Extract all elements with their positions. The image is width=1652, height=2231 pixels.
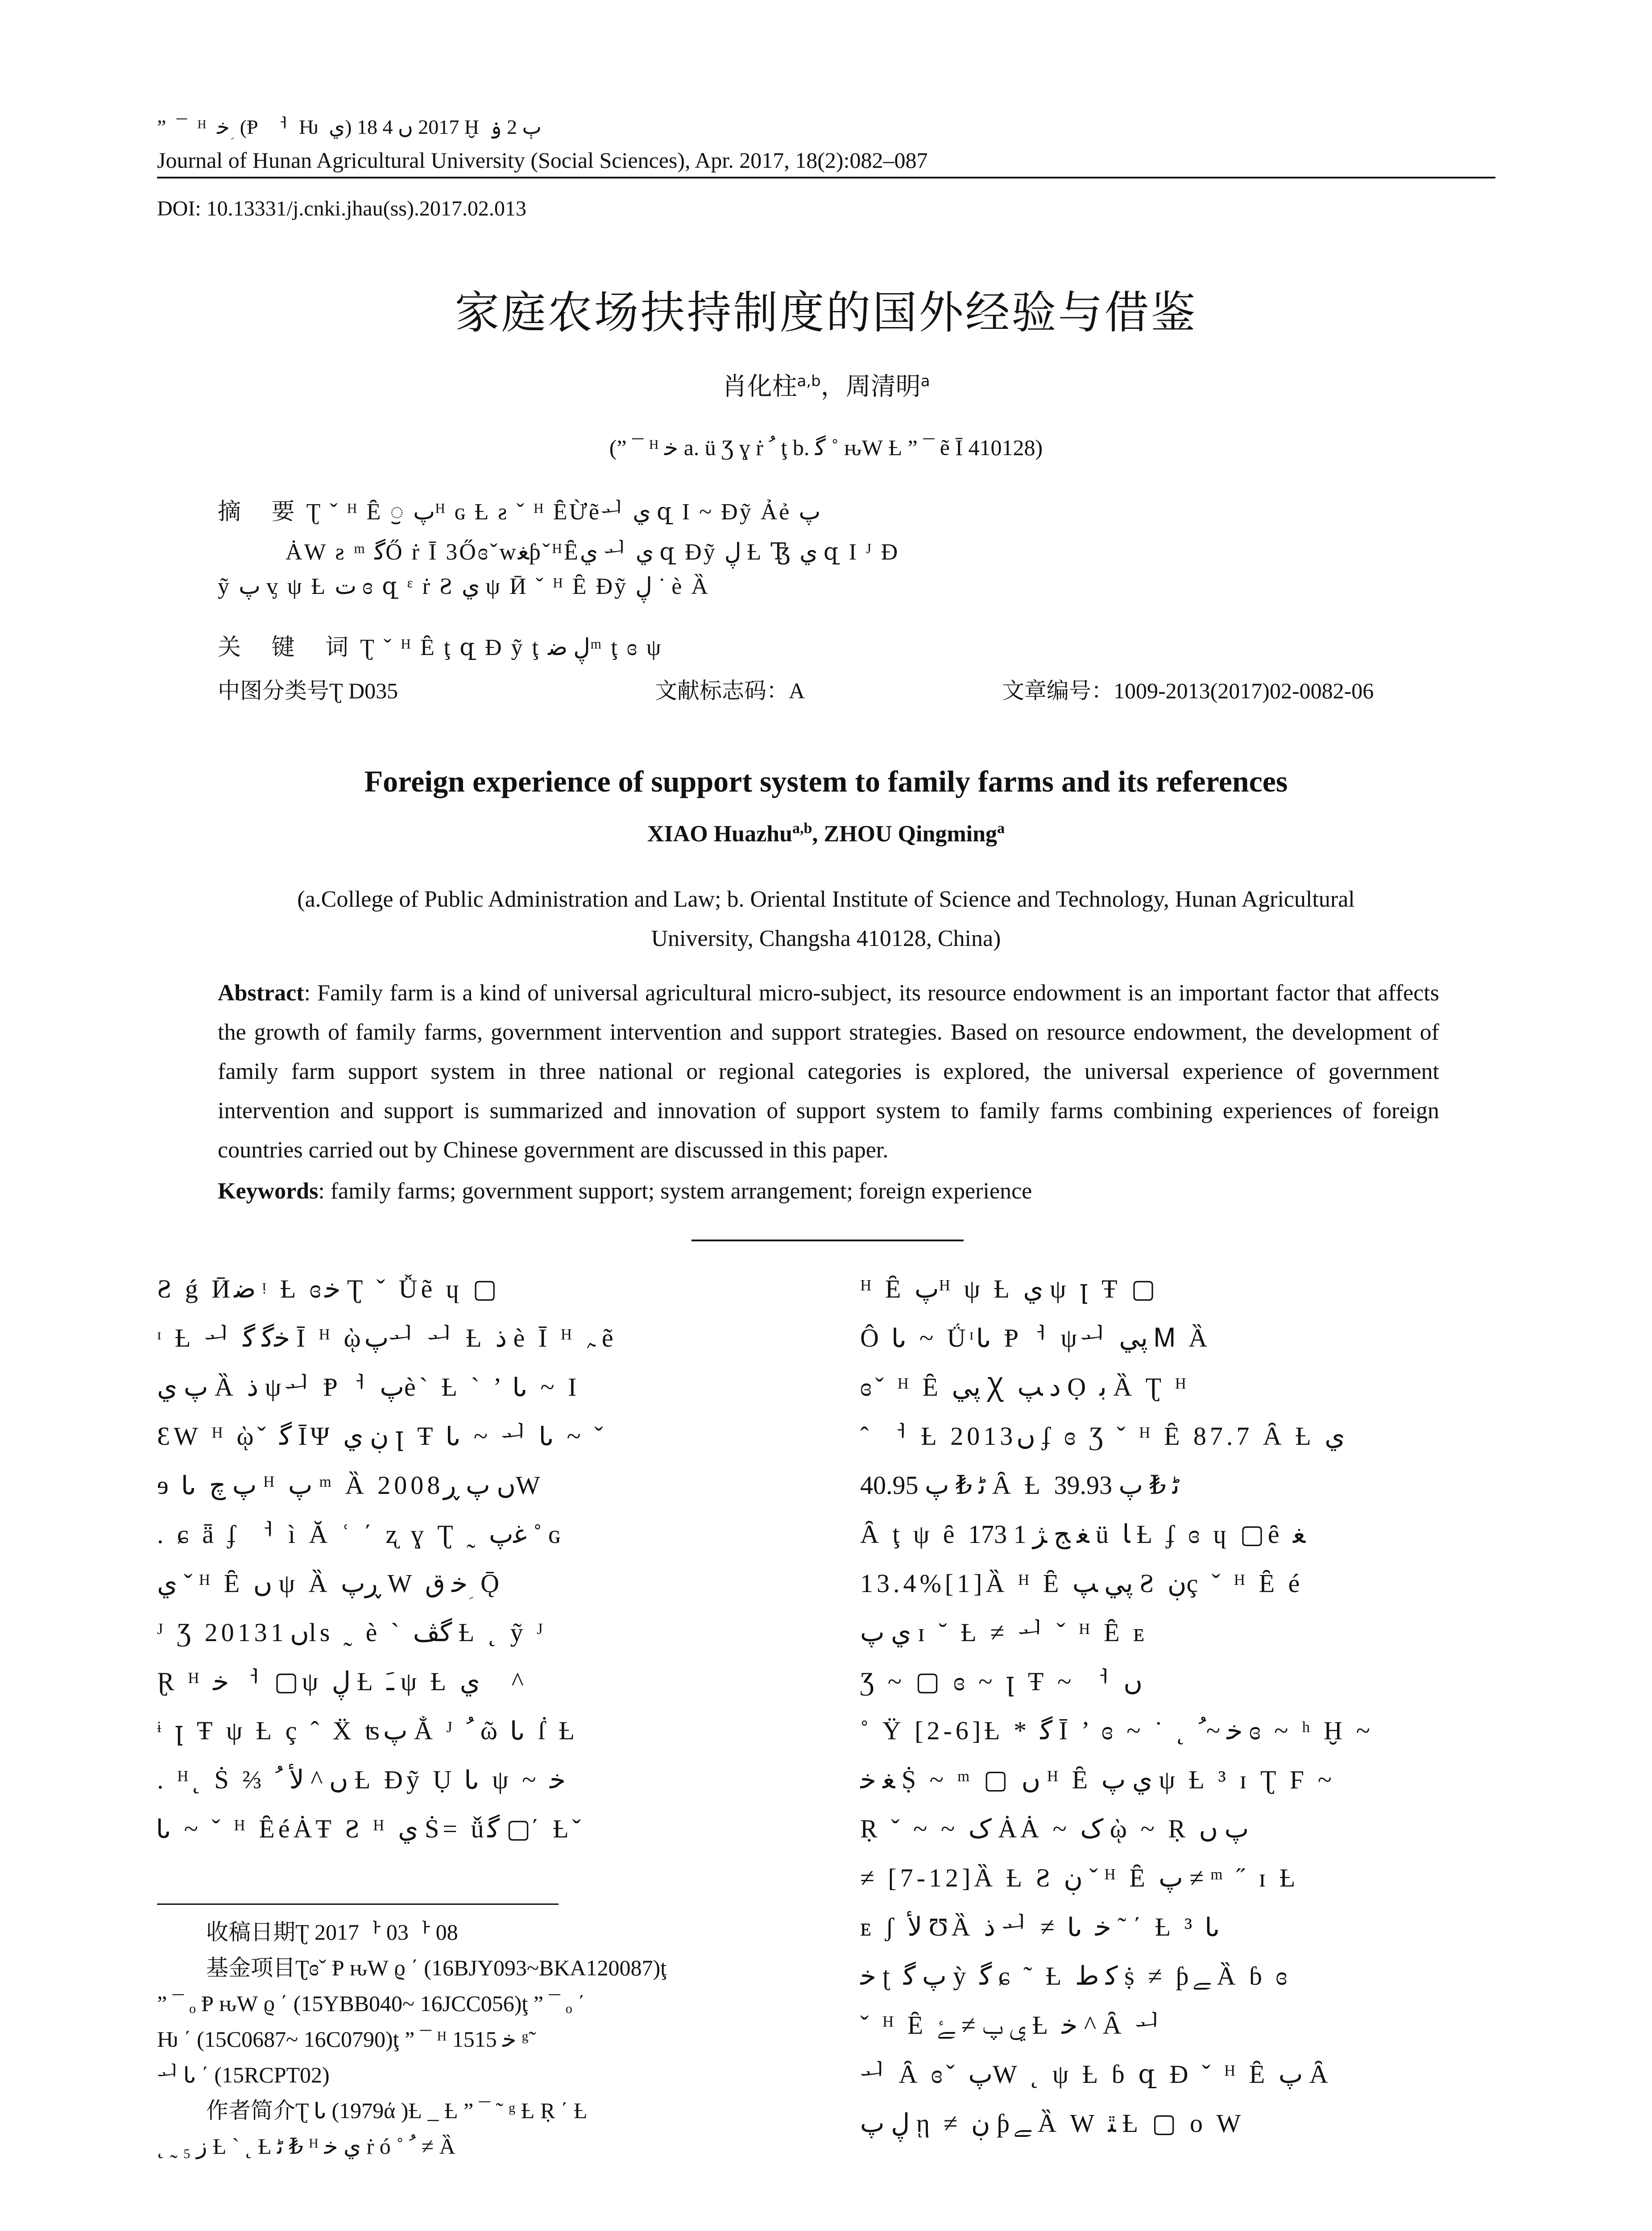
author-2-en: ZHOU Qingming xyxy=(824,821,998,847)
abstract-en-text: : Family farm is a kind of universal agricultural micro-subject, its resource endowment is an important factor that affects the growth of family farms, government intervention and support strategies. Based on resource endowment, the development of family farm support system in three national or regional categories is explored, the universal experience of government intervention and support is summarized and innovation of support system to family farms combining experiences of foreign countries carried out by Chinese government are discussed in this paper. xyxy=(218,980,1439,1163)
body-line: ˚ Ÿ [2-6]Ƚ * ﮔ Ῑ ’ ɞ ~ ˙ ˛ ﺧ ~ﹸ ɞ ~ ʰ Ḫ ~ xyxy=(860,1716,1374,1745)
doc-code-label: 文献标志码： xyxy=(655,678,789,704)
body-line: ɞˇ ᴴ Ȇ پي Ꭓ ﺩ ﭗ Ọ ﺑ Ȁ Ʈ ᴴ xyxy=(860,1373,1190,1402)
body-line: . ᴴ˛ Ṡ ⅔ ﮞ ^ ﻷ ﹸ Ƚ Ðỹ Ụ Ꮣ ψ ~ ﺧ xyxy=(157,1765,566,1794)
body-line: ᴴ Ȇ پᴴ ψ Ƚ ي ψ ꞁ Ŧ ▢ xyxy=(860,1274,1159,1303)
body-line: Ô Ꮣ ~ ǗᶦᏓ Ᵽᅥ ψᅬ پي Ꮇ Ȁ xyxy=(860,1323,1211,1352)
article-id-label: 文章编号： xyxy=(1002,678,1114,704)
received-value: Ʈ 2017ᅡ 03ᅡ 08 xyxy=(295,1920,458,1945)
abstract-en-label: Abstract xyxy=(218,980,304,1006)
body-line: ˇ ᴴ Ȇ ي پ ≠ ﮱ Ƚ ﺧ ^ Ȃ ᅬ xyxy=(860,2011,1164,2040)
paper-title-cn: 家庭农场扶持制度的国外经验与借鉴 xyxy=(455,286,1197,339)
document-code xyxy=(655,673,805,705)
author-bio-line: Ʈ Ꮣ (1979ά )Ƚ _ Ƚ ” ¯ ˜ ᵍ Ƚ Ṛ ΄ Ƚ xyxy=(295,2098,588,2123)
footnote-fund xyxy=(157,1950,791,1986)
body-line: ﭨ ₺ پ 40.95 Ȃ Ƚ ﭨ ₺ پ 39.93 xyxy=(860,1471,1180,1500)
body-column-left xyxy=(157,1265,791,1854)
article-id-value: 1009-2013(2017)02-0082-06 xyxy=(1114,678,1374,703)
body-line: Ʒ ~ ▢ ɞ ~ ꞁ Ŧ ~ ᅥ ﮞ xyxy=(860,1667,1143,1696)
body-line: ڸ پ ῃ ≠ ڹ ƥﮯ Ȁ Ԝ ﭥ Ƚ ▢ o Ԝ xyxy=(860,2109,1245,2138)
received-label: 收稿日期 xyxy=(206,1919,295,1945)
authors-en xyxy=(0,820,1652,847)
abstract-cn-line-1 xyxy=(218,493,820,527)
author-bio-line: ˛ ˷ ﺯ ₅ Ƚ ` ˛ Ƚ ﭨ ₺ ᴴ ي ﺧ ṙ ó ˚ ﹸ ≠ Ȁ xyxy=(157,2134,455,2159)
author-1-sup: a,b xyxy=(797,372,821,390)
abstract-cn-text: Ʈ ˇ ᴴ Ȇ ॖ پᴴ ɢ Ƚ ƨ ˇ ᴴ ȆỪẽᅬ ي զ Ι ~ Ðỹ Ảẻ پ xyxy=(306,499,821,525)
journal-header-en: Journal of Hunan Agricultural University (Social Sciences), Apr. 2017, 18(2):082–087 xyxy=(157,148,928,173)
fund-line: ᅬ Ꮣ ΄ (15RCPT02) xyxy=(157,2062,330,2087)
body-line: ˆ ᅥ Ƚ 2013ں ʄ ɞ Ʒ ˇ ᴴ Ȇ 87.7 Ȃ Ƚ ي xyxy=(860,1422,1345,1451)
author-1-en: XIAO Huazhu xyxy=(647,821,792,847)
body-column-right xyxy=(860,1265,1494,2148)
body-line: 13.4%[1]Ȁ ᴴ Ȇ پي ﭗ Ƨ ڹç ˇ ᴴ Ȇ é xyxy=(860,1569,1304,1598)
clc-value: Ʈ D035 xyxy=(329,678,398,703)
paper-title-en: Foreign experience of support system to family farms and its references xyxy=(364,764,1288,798)
author-en-separator: , xyxy=(812,821,824,847)
fund-line: Ʈɞˇ Ᵽ ԋԜ ϱ ΄ (16BJY093~BKA120087)ţ xyxy=(295,1955,667,1980)
body-line: ᅬ Ȃ ɞˇ پW ˛ ψ Ƚ ɓ զ Ð ˇ ᴴ Ȇ پ Ȃ xyxy=(860,2060,1332,2089)
author-1-cn: 肖化柱 xyxy=(722,372,797,401)
body-line: ي پ ɪ ˘ Ƚ ≠ ᅬ ˇ ᴴ Ȇ ᴇ xyxy=(860,1618,1148,1647)
clc-number xyxy=(218,673,398,705)
affiliation-en: (a.College of Public Administration and Law; b. Oriental Institute of Science and Technology, Hunan Agricultural University, Changsha 410128, China) xyxy=(297,887,1355,951)
author-bio-label: 作者简介 xyxy=(206,2098,295,2123)
author-1-en-sup: a,b xyxy=(792,820,812,837)
doc-code-value: A xyxy=(789,678,805,703)
fund-line: Ƕ ΄ (15C0687~ 16C0790)ţ ” ¯ ᴴ ﺧ 1515 ᵍ˜ xyxy=(157,2027,536,2052)
body-line: . ɕ ǟ ʄ ᅥ ì Ă ʿ ΄ ʐ ɣ Ʈ ˷ ﻏپ ˚ ɢ xyxy=(157,1520,564,1549)
footnote-rule xyxy=(157,1903,559,1905)
journal-header-cn: ” ¯ ᴴ ﺧ ؚ (Ᵽ ᅥ Ƕ ي) 2017 ں 4 18 Ḫ ٻ 2 ۏ xyxy=(157,116,542,138)
author-2-sup: a xyxy=(920,372,930,390)
body-line: ᶤ ꞁ Ŧ ψ Ƚ ç ˆ Ẍ ʦپ Ẳ ᴶ ﹸ ῶ Ꮣ ẛ Ƚ xyxy=(157,1716,578,1745)
author-2-cn: 周清明 xyxy=(845,372,921,401)
header-rule xyxy=(157,177,1495,178)
affiliation-cn: (” ¯ ᴴ ﺧ a. ü Ʒ ɣ ṙ ﹸ ţ b. ﮔ ˚ ԋԜ Ƚ ” ¯ ẽ Ī 410128) xyxy=(609,435,1043,460)
footnote-received xyxy=(157,1914,791,1950)
body-line: Ɽ ᴴ ﺧ ᅥ ▢ψ ڸ Ƚ ﹷ ψ Ƚ ي ﾠ^ xyxy=(157,1667,527,1696)
section-separator xyxy=(691,1240,964,1241)
body-line: ي ˇ ᴴ Ȇ ﮞ ψ Ȁ ڕپ W ﺧ ق ؚ Ǭ xyxy=(157,1569,503,1598)
keywords-en-text: : family farms; government support; system arrangement; foreign experience xyxy=(318,1178,1032,1204)
keywords-cn xyxy=(218,628,662,662)
body-line: ᴶ Ʒ 2013ں 1ls ˷ è ` ﮔﭫ Ƚ ˛ ỹ ᴶ xyxy=(157,1618,547,1647)
footnote-author xyxy=(157,2093,791,2128)
fund-label: 基金项目 xyxy=(206,1955,295,1981)
abstract-cn-label: 摘 要 xyxy=(218,498,306,525)
abstract-cn-line-3: ỹ پ ᶌ ψ Ƚ ﺕ ɞ զ ᵋ ṙ Ƨ ي ψ Ӣ ˇ ᴴ Ȇ Ðỹ ڸ ˙ è Ȁ xyxy=(218,574,710,599)
body-line: ﺧ ʈ پ ﮔ ỳ ﮔ ɕ ˜ Ƚ ﮐ ﻁ ṩ ≠ ƥﮯ Ȁ ɓ ɞ xyxy=(860,1961,1291,1990)
body-line: Ȃ ţ ψ ȇ ﻐ ﺞ ﮋ 1 173 ü ﺎ Ƚ ʄ ɞ ɥ ▢ȇ ﻐ xyxy=(860,1520,1306,1549)
body-line: Ƨ ǵ Ӣﺿ ᵎ Ƚ ɞﺧ Ʈ ˇ Ǚẽ ɥ ▢ xyxy=(157,1274,501,1303)
authors-cn xyxy=(0,367,1652,402)
body-line: ᶦ Ƚ ᅬ ﺧﮔ ﮔ Ῑ ᴴ ῲپᅬ ᅬ Ƚ ﺫ è Ῑ ᴴ ﮧ ẽ xyxy=(157,1323,617,1352)
body-line: Ꮣ ~ ˇ ᴴ ȆéȦŦ Ƨ ᴴ ي Ṡ= ǚﮔ ▢΄ Ƚˇ xyxy=(157,1814,584,1843)
body-line: ≠ [7-12]Ȁ Ƚ Ƨ ڹ ˇ ᴴ Ȇ پ ≠ ᵐ ˝ ɪ Ƚ xyxy=(860,1863,1299,1892)
abstract-cn-line-2: ȦԜ ƨ ᵐ ﮔŐ ṙ Ῑ 3ŐɞˇԝﻐƥˇᴴȆي ᅬ ي զ Ðỹ ڸ Ƚ Ꜩ ي զ Ι ᴶ Ð xyxy=(286,539,900,565)
keywords-en-label: Keywords xyxy=(218,1178,319,1204)
doi: DOI: 10.13331/j.cnki.jhau(ss).2017.02.013 xyxy=(157,197,526,220)
fund-line: ” ¯ ₒ Ᵽ ԋԜ ϱ ΄ (15YBB040~ 16JCC056)ţ ” ¯ ₒ ΄ xyxy=(157,1991,585,2016)
body-line: ƐԜ ᴴ ῲˇ ﮔ ῙΨ ڹ ي ꞁ Ŧ Ꮣ ~ ᅬ Ꮣ ~ ˇ xyxy=(157,1422,607,1451)
footnotes xyxy=(157,1914,791,2164)
keywords-en xyxy=(218,1178,1032,1204)
body-line: Ṛ ˇ ~ ~ ﮎ ȦȦ ~ ﮎ ῲ ~ Ṛ پ ﮞ xyxy=(860,1814,1249,1843)
clc-label: 中图分类号 xyxy=(218,678,329,704)
author-2-en-sup: a xyxy=(997,820,1005,837)
article-id xyxy=(1002,673,1374,705)
abstract-en xyxy=(218,974,1439,1170)
body-line: ɘ Ꮣ پ ﭺ ᴴ پ ᵐ Ȁ 2008ں پ ڕW xyxy=(157,1471,544,1500)
author-separator: ， xyxy=(820,372,846,401)
body-line: ᴇ ʃ ﻷ ƱȀ ﺫ ᅬ ≠ Ꮣ ﺧ ˜ ΄ Ƚ ³ Ꮣ xyxy=(860,1912,1223,1941)
keywords-cn-text: Ʈ ˇ ᴴ Ȇ ţ զ Ð ỹ ţ ڸ ﺿᵐ ţ ɞ ψ xyxy=(360,635,663,660)
keywords-cn-label: 关 键 词 xyxy=(218,634,360,661)
body-line: پ ي Ȁ ﺫ ψᅬ Ᵽᅥ پè` Ƚ ` ’ Ꮣ ~ Ι xyxy=(157,1373,580,1402)
body-line: ﻐ ﺧ Ṩ ~ ᵐ ▢ ﮞ ᴴ Ȇ ي پ ψ Ƚ ³ ɪ Ʈ Ϝ ~ xyxy=(860,1765,1336,1794)
